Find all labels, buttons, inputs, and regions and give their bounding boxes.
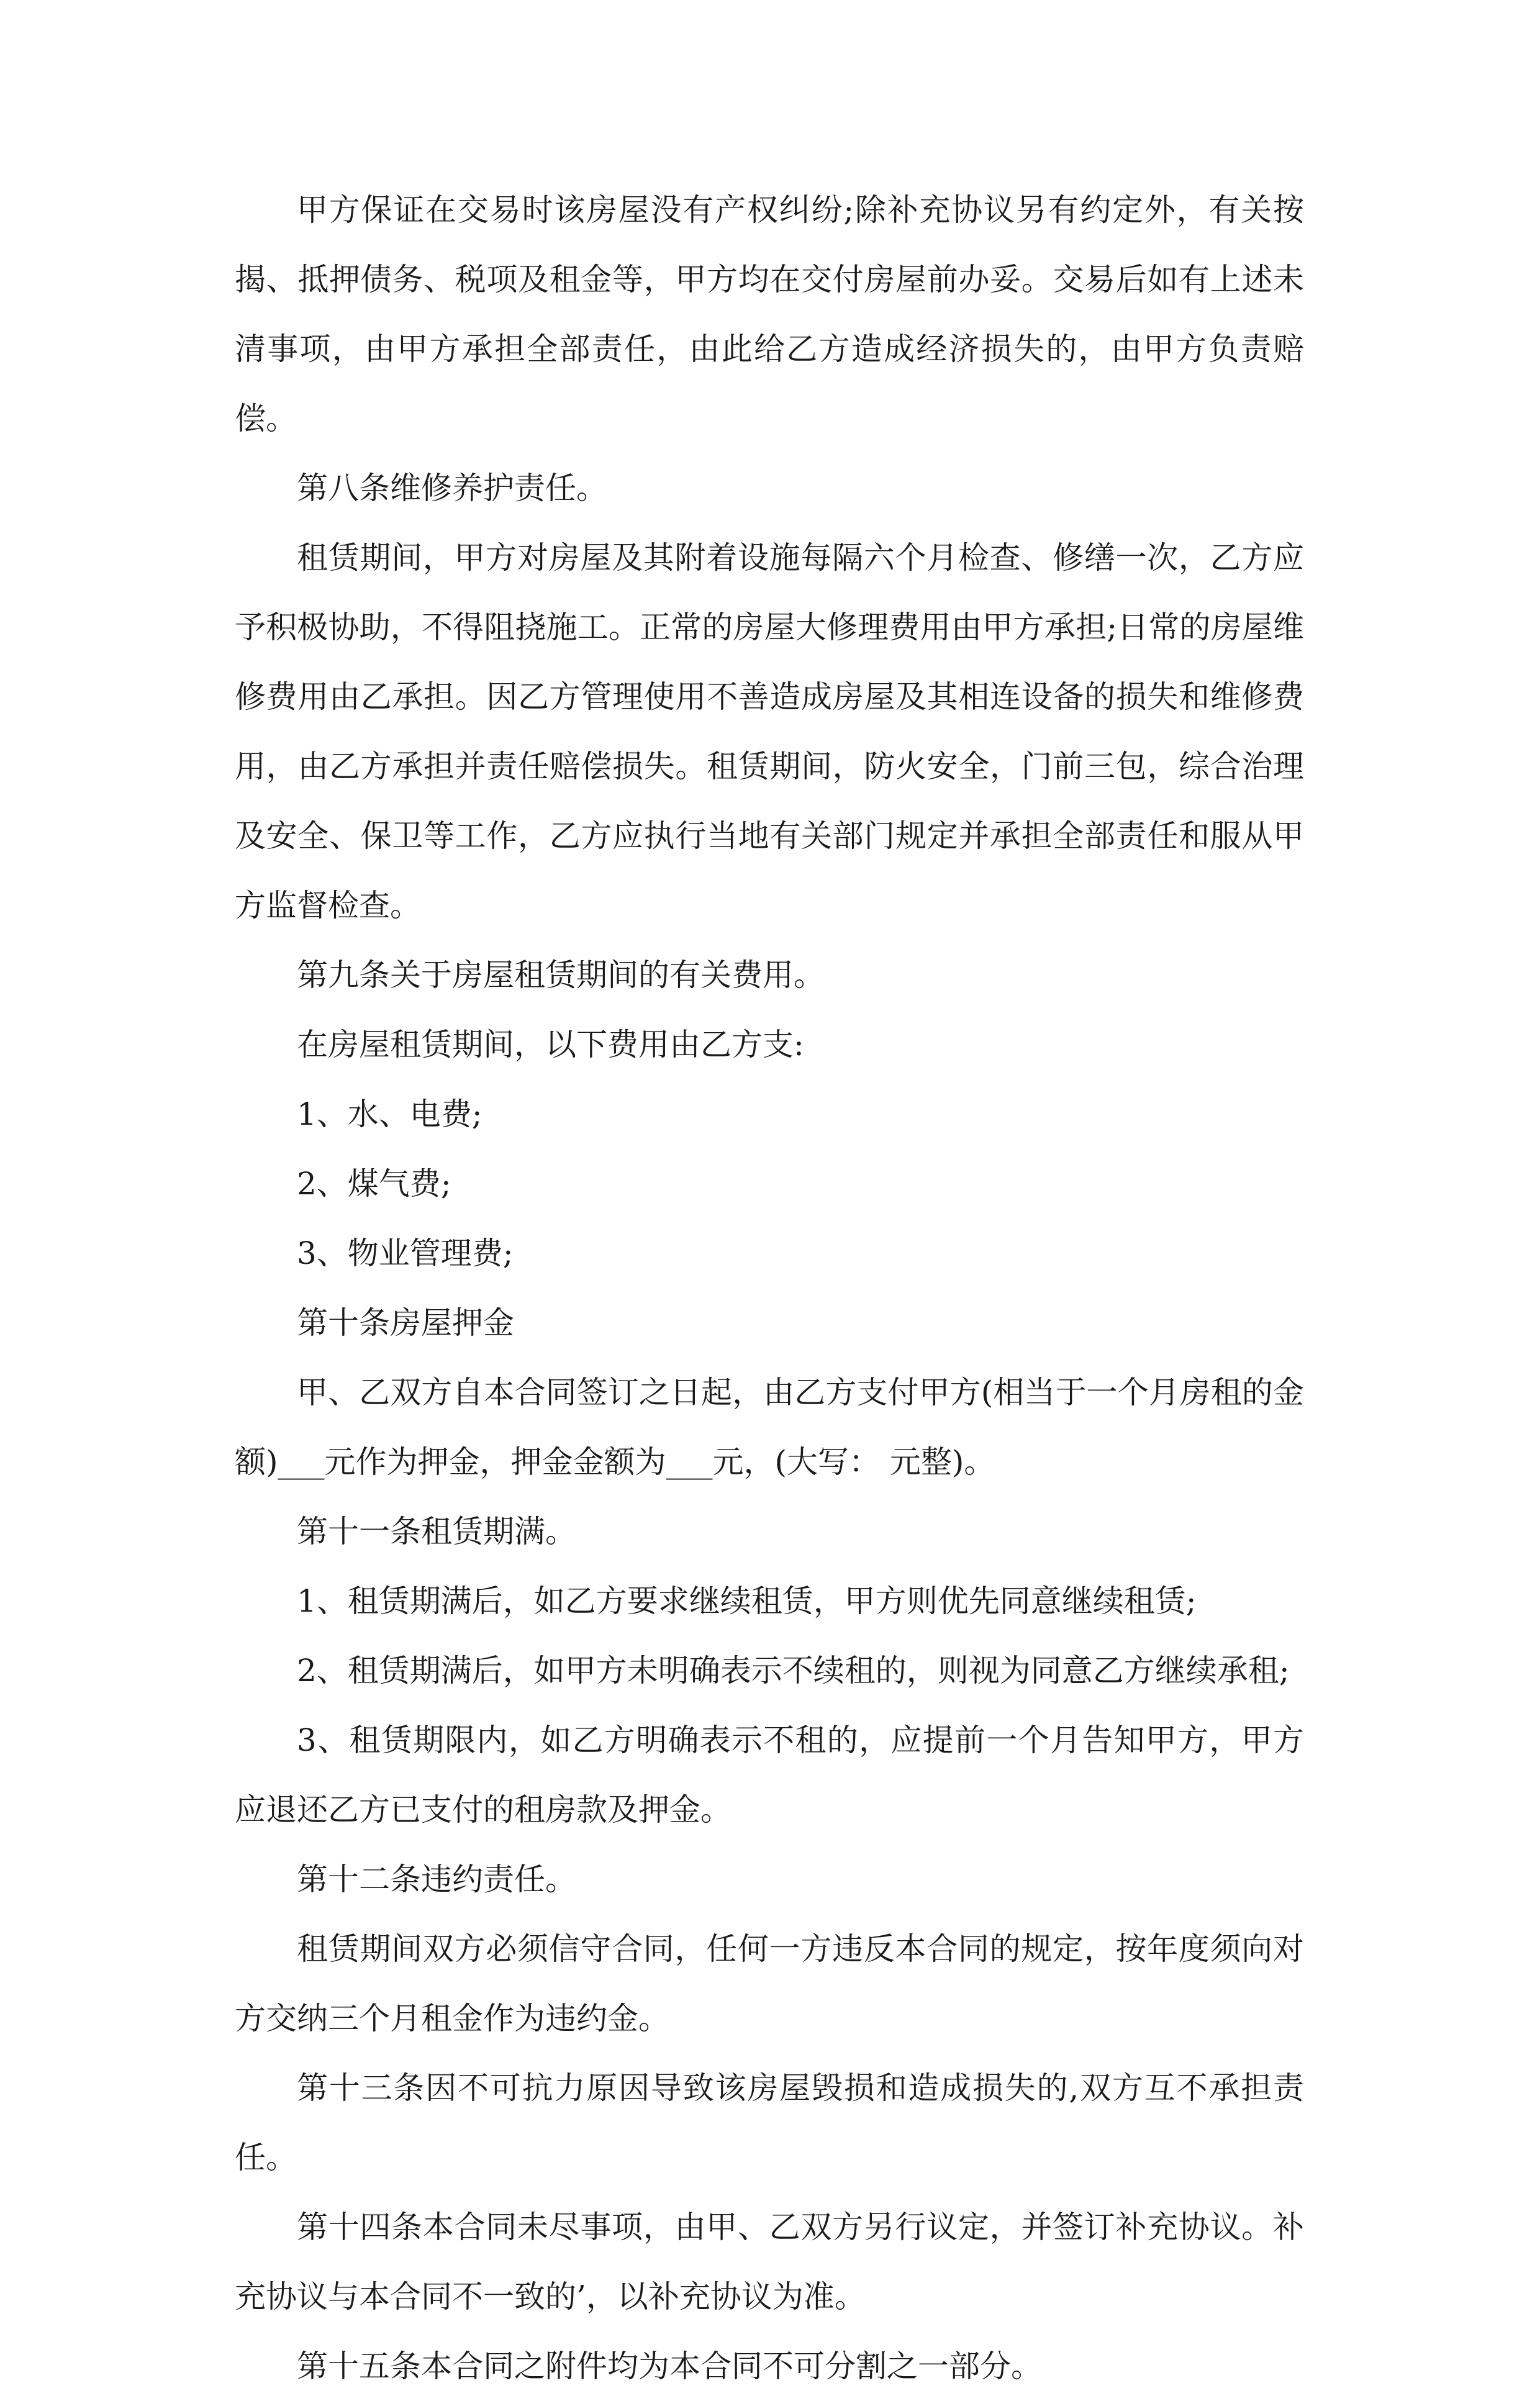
list-item-property-fee: 3、物业管理费; [297, 1235, 514, 1271]
clause-8-heading: 第八条维修养护责任。 [297, 470, 607, 506]
clause-9-heading: 第九条关于房屋租赁期间的有关费用。 [297, 957, 825, 993]
list-item-utilities: 1、水、电费; [297, 1096, 482, 1132]
clause-14: 第十四条本合同未尽事项，由甲、乙双方另行议定，并签订补充协议。补充协议与本合同不一致的’，以补充协议为准。 [235, 2209, 1304, 2315]
list-item-renewal-3: 3、租赁期限内，如乙方明确表示不租的，应提前一个月告知甲方，甲方应退还乙方已支付的租房款及押金。 [235, 1722, 1304, 1828]
list-item-renewal-2: 2、租赁期满后，如甲方未明确表示不续租的，则视为同意乙方继续承租; [297, 1653, 1290, 1689]
paragraph-breach: 租赁期间双方必须信守合同，任何一方违反本合同的规定，按年度须向对方交纳三个月租金作为违约金。 [235, 1931, 1304, 2036]
clause-11-heading: 第十一条租赁期满。 [297, 1514, 576, 1550]
document-body [235, 175, 1304, 2401]
list-item-gas: 2、煤气费; [297, 1166, 451, 1202]
list-item-renewal-1: 1、租赁期满后，如乙方要求继续租赁，甲方则优先同意继续租赁; [297, 1583, 1197, 1619]
paragraph-fees-intro: 在房屋租赁期间，以下费用由乙方支: [297, 1027, 804, 1063]
clause-10-heading: 第十条房屋押金 [297, 1305, 514, 1341]
paragraph-deposit: 甲、乙双方自本合同签订之日起，由乙方支付甲方(相当于一个月房租的金额)___元作为押金，押金金额为___元，(大写： 元整)。 [235, 1374, 1304, 1480]
clause-12-heading: 第十二条违约责任。 [297, 1861, 576, 1897]
clause-15: 第十五条本合同之附件均为本合同不可分割之一部分。 [297, 2348, 1042, 2384]
paragraph-seller-guarantee: 甲方保证在交易时该房屋没有产权纠纷;除补充协议另有约定外，有关按揭、抵押债务、税项及租金等，甲方均在交付房屋前办妥。交易后如有上述未清事项，由甲方承担全部责任，由此给乙方造成经济损失的，由甲方负责赔偿。 [235, 192, 1304, 437]
paragraph-maintenance: 租赁期间，甲方对房屋及其附着设施每隔六个月检查、修缮一次，乙方应予积极协助，不得阻挠施工。正常的房屋大修理费用由甲方承担;日常的房屋维修费用由乙承担。因乙方管理使用不善造成房屋及其相连设备的损失和维修费用，由乙方承担并责任赔偿损失。租赁期间，防火安全，门前三包，综合治理及安全、保卫等工作，乙方应执行当地有关部门规定并承担全部责任和服从甲方监督检查。 [235, 540, 1304, 924]
clause-13: 第十三条因不可抗力原因导致该房屋毁损和造成损失的,双方互不承担责任。 [235, 2070, 1304, 2176]
